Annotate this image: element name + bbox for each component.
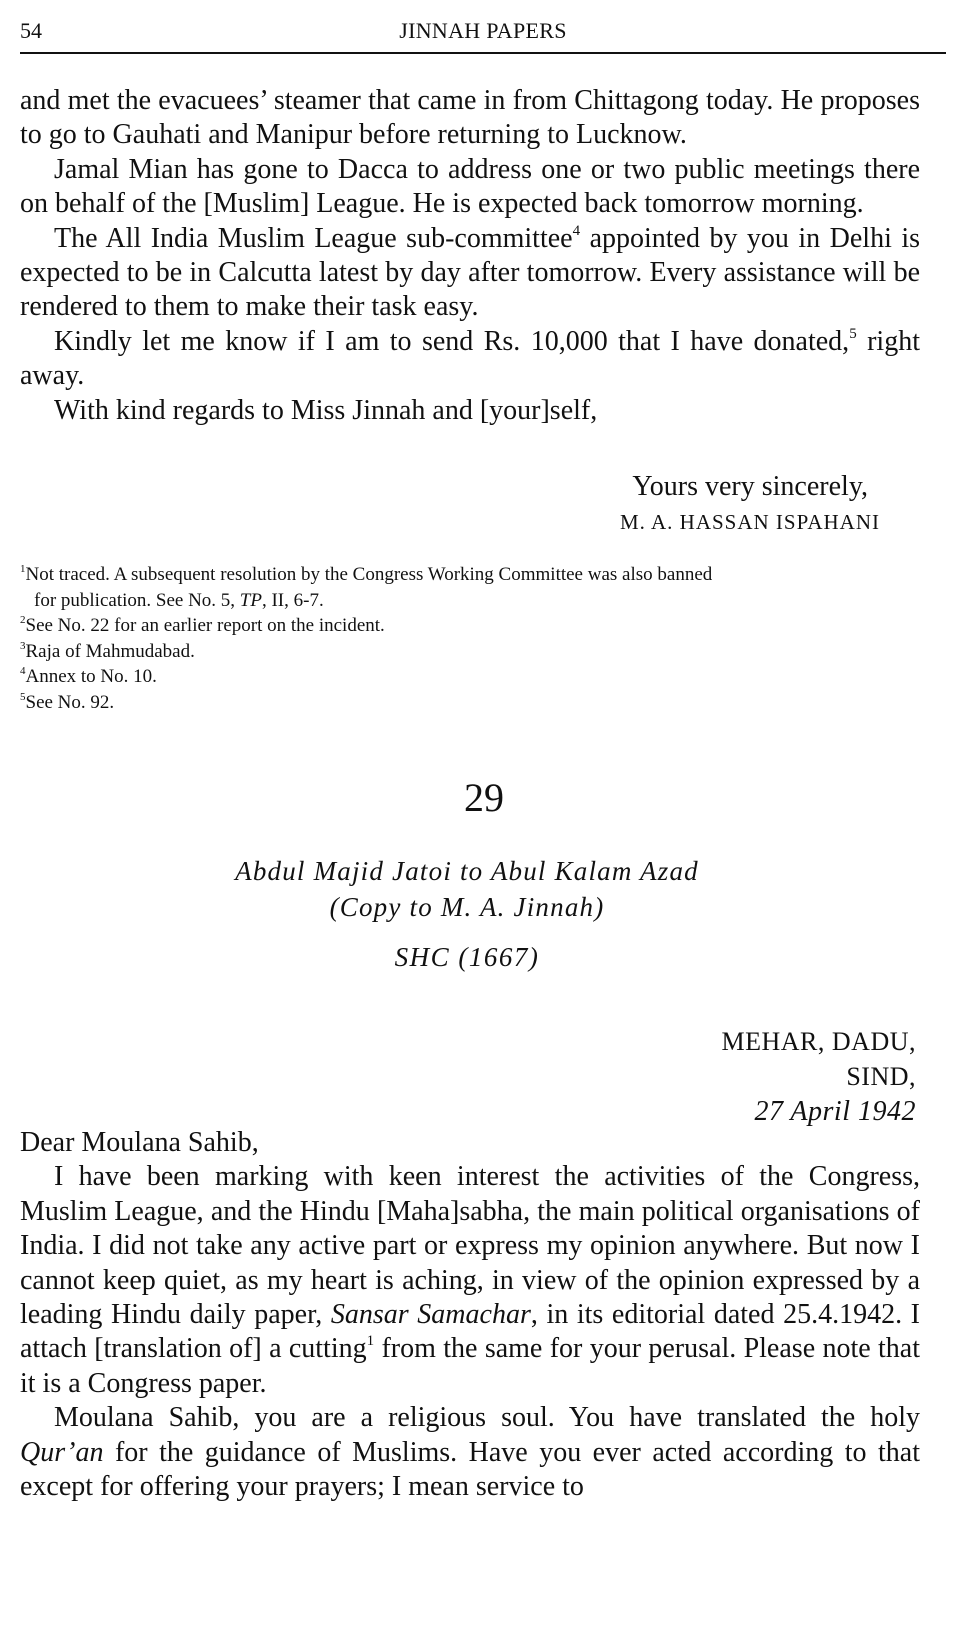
page-number: 54 xyxy=(20,18,42,43)
footnote: $^5$See No. 92. xyxy=(20,690,115,713)
running-title: JINNAH PAPERS xyxy=(399,18,567,43)
address-line: SIND, xyxy=(846,1062,916,1091)
footnote-ref: 5 xyxy=(849,325,857,342)
footnote: $^1$Not traced. A subsequent resolution by the Congress Working Committee was also banned xyxy=(20,563,713,585)
paragraph: Jamal Mian has gone to Dacca to address one or two public meetings there on behalf of the [Muslim] League. He is expected back tomorrow morning. xyxy=(20,153,920,220)
document-title: Abdul Majid Jatoi to Abul Kalam Azad xyxy=(235,856,699,886)
footnote: $^4$Annex to No. 10. xyxy=(20,665,157,687)
document-subtitle: (Copy to M. A. Jinnah) xyxy=(329,892,605,922)
letter-body xyxy=(20,1126,920,1504)
footnote-ref: 4 xyxy=(572,222,581,239)
paragraph: I have been marking with keen interest the activities of the Congress, Muslim League, and the Hindu [Maha]sabha, the main political organisations of India. I did not take any active part or express my opinion anywhere. But now I cannot keep quiet, as my heart is aching, in view of the opinion expressed by a leading Hindu daily paper, Sansar Samachar, in its editorial dated 25.4.1942. I attach [translation of] a cutting$^1$ from the same for your perusal. Please note that it is a Congress paper. xyxy=(20,1161,921,1399)
paragraph: and met the evacuees’ steamer that came in from Chittagong today. He proposes to go to Gauhati and Manipur before returning to Lucknow. xyxy=(20,85,920,151)
document-number: 29 xyxy=(464,775,504,820)
letter-continuation xyxy=(20,84,921,534)
footnote: $^2$See No. 22 for an earlier report on the incident. xyxy=(20,614,385,636)
closing: Yours very sincerely, xyxy=(632,471,868,502)
running-header xyxy=(20,16,946,50)
signature: M. A. HASSAN ISPAHANI xyxy=(619,510,880,534)
salutation: Dear Moulana Sahib, xyxy=(20,1127,259,1158)
letter-date: 27 April 1942 xyxy=(754,1096,916,1127)
sender-address xyxy=(722,1024,917,1129)
address-line: MEHAR, DADU, xyxy=(721,1027,916,1056)
footnote: $^3$Raja of Mahmudabad. xyxy=(20,639,195,662)
paragraph: Kindly let me know if I am to send Rs. 10,000 that I have donated,$^5$ right away. xyxy=(20,325,920,392)
paragraph: The All India Muslim League sub-committee$^4$ appointed by you in Delhi is expected to be in Calcutta latest by day after tomorrow. Every assistance will be rendered to them to make their task easy. xyxy=(20,222,921,323)
header-rule xyxy=(20,52,946,54)
paragraph: Moulana Sahib, you are a religious soul. You have translated the holy Qur’an for the guidance of Muslims. Have you ever acted according to that except for offering your prayers; I mean service to xyxy=(20,1402,920,1503)
footnote-continuation: for publication. See No. 5, TP, II, 6-7. xyxy=(34,589,324,611)
footnote-ref: 1 xyxy=(366,1333,375,1350)
document-source: SHC (1667) xyxy=(394,942,540,972)
footnotes xyxy=(20,562,920,715)
paragraph: With kind regards to Miss Jinnah and [your]self, xyxy=(54,394,598,426)
